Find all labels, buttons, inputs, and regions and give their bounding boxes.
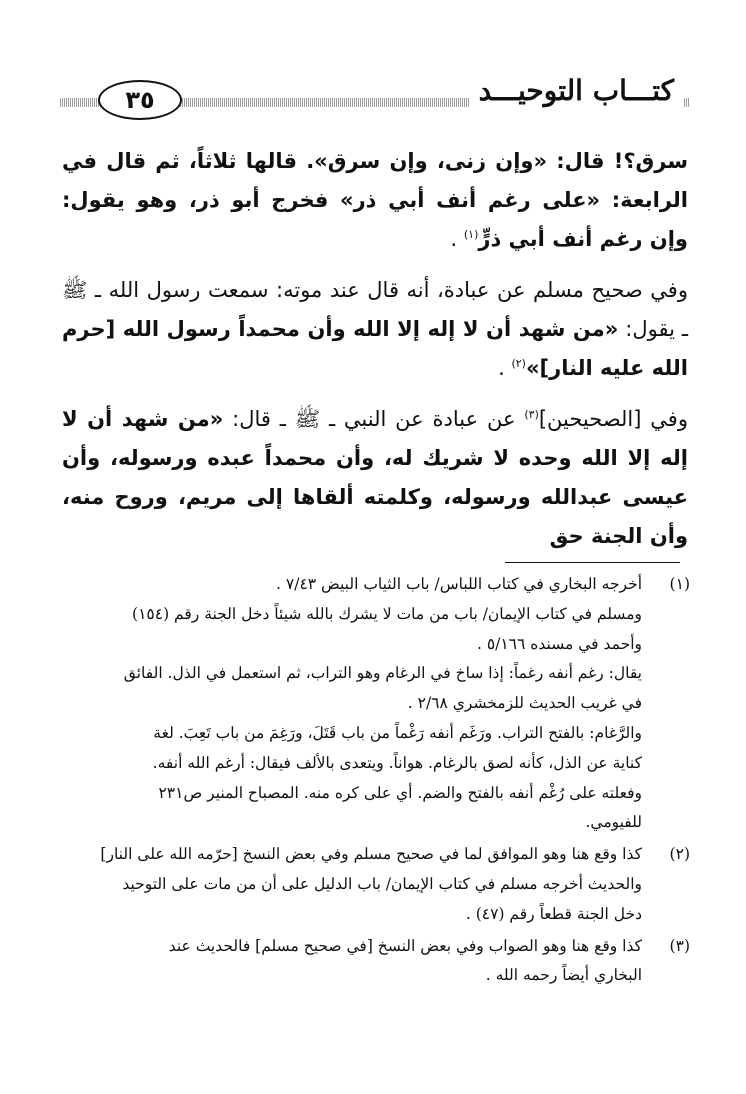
paragraph-2-end: . [498, 356, 505, 380]
footnote-3 [40, 932, 690, 992]
page-number-badge [98, 80, 182, 120]
page-header [60, 74, 690, 122]
footnote-line: وأحمد في مسنده ٥/١٦٦ . [476, 634, 642, 653]
footnote-line: البخاري أيضاً رحمه الله . [485, 966, 642, 985]
footnote-line: وفعلته على رُغْم أنفه بالفتح والضم. أي على كره منه. المصباح المنير ص٢٣١ [158, 783, 642, 802]
paragraph-1-end: . [450, 227, 458, 251]
footnote-line: كناية عن الذل، كأنه لصق بالرغام. هواناً. ويتعدى بالألف فيقال: أرغم الله أنفه. [152, 753, 642, 772]
footnote-number: (٢) [669, 845, 690, 864]
footnote-line: للفيومي. [585, 813, 642, 832]
footnote-line: أخرجه البخاري في كتاب اللباس/ باب الثياب البيض ٧/٤٣ . [276, 575, 642, 593]
main-text [62, 142, 688, 568]
footnotes [40, 570, 690, 993]
footnote-line: دخل الجنة قطعاً رقم (٤٧) . [465, 904, 642, 923]
paragraph-3-chain: عن عبادة عن النبي ـ ﷺ ـ قال: [223, 407, 525, 431]
footnote-line: يقال: رغم أنفه رغماً: إذا ساخ في الرغام وهو التراب، ثم استعمل في الذل. الفائق [123, 664, 642, 683]
footnote-ref-3: (٣) [524, 408, 539, 421]
paragraph-2-intro: وفي صحيح مسلم عن عبادة، أنه قال عند موته: سمعت رسول الله ـ ﷺ ـ يقول: [62, 278, 689, 341]
footnote-line: والحديث أخرجه مسلم في كتاب الإيمان/ باب الدليل على أن من مات على التوحيد [122, 874, 642, 893]
paragraph-3-hadith: «من شهد أن لا إله إلا الله وحده لا شريك له، وأن محمداً عبده ورسوله، وأن عيسى عبدالله ورسوله، وكلمته ألقاها إلى مريم، وروح منه، وأن الجنة حق [62, 407, 688, 548]
book-title: كتـــاب التوحيـــد [469, 74, 684, 107]
footnote-2 [40, 840, 690, 929]
paragraph-1 [62, 142, 688, 259]
paragraph-3-intro: وفي [الصحيحين] [538, 407, 688, 431]
footnote-line: كذا وقع هنا وهو الموافق لما في صحيح مسلم وفي بعض النسخ [حرّمه الله على النار] [100, 845, 642, 864]
page-number: ٣٥ [125, 86, 155, 114]
paragraph-2-hadith: «من شهد أن لا إله إلا الله وأن محمداً رسول الله [حرم الله عليه النار]» [62, 317, 688, 380]
footnote-line: كذا وقع هنا وهو الصواب وفي بعض النسخ [في صحيح مسلم] فالحديث عند [168, 936, 642, 955]
footnote-line: في غريب الحديث للزمخشري ٢/٦٨ . [407, 694, 642, 713]
footnote-number: (١) [669, 575, 690, 593]
footnote-line: والرَّغام: بالفتح التراب. ورَغَم أنفه رَغْماً من باب قَتَلَ، ورَغِمَ من باب تَعِبَ. لغة [153, 723, 642, 742]
footnote-separator [505, 562, 680, 563]
paragraph-2 [62, 271, 688, 388]
footnote-1 [40, 570, 690, 838]
footnote-ref-2: (٢) [511, 357, 526, 370]
footnote-ref-1: (١) [463, 228, 479, 241]
paragraph-3 [62, 400, 688, 556]
footnote-number: (٣) [669, 936, 690, 955]
paragraph-1-text: سرق؟! قال: «وإن زنى، وإن سرق». قالها ثلاثاً، ثم قال في الرابعة: «على رغم أنف أبي ذر» فخرج أبو ذر، وهو يقول: وإن رغم أنف أبي ذرٍّ [62, 149, 688, 251]
footnote-line: ومسلم في كتاب الإيمان/ باب من مات لا يشرك بالله شيئاً دخل الجنة رقم (١٥٤) [132, 604, 642, 623]
